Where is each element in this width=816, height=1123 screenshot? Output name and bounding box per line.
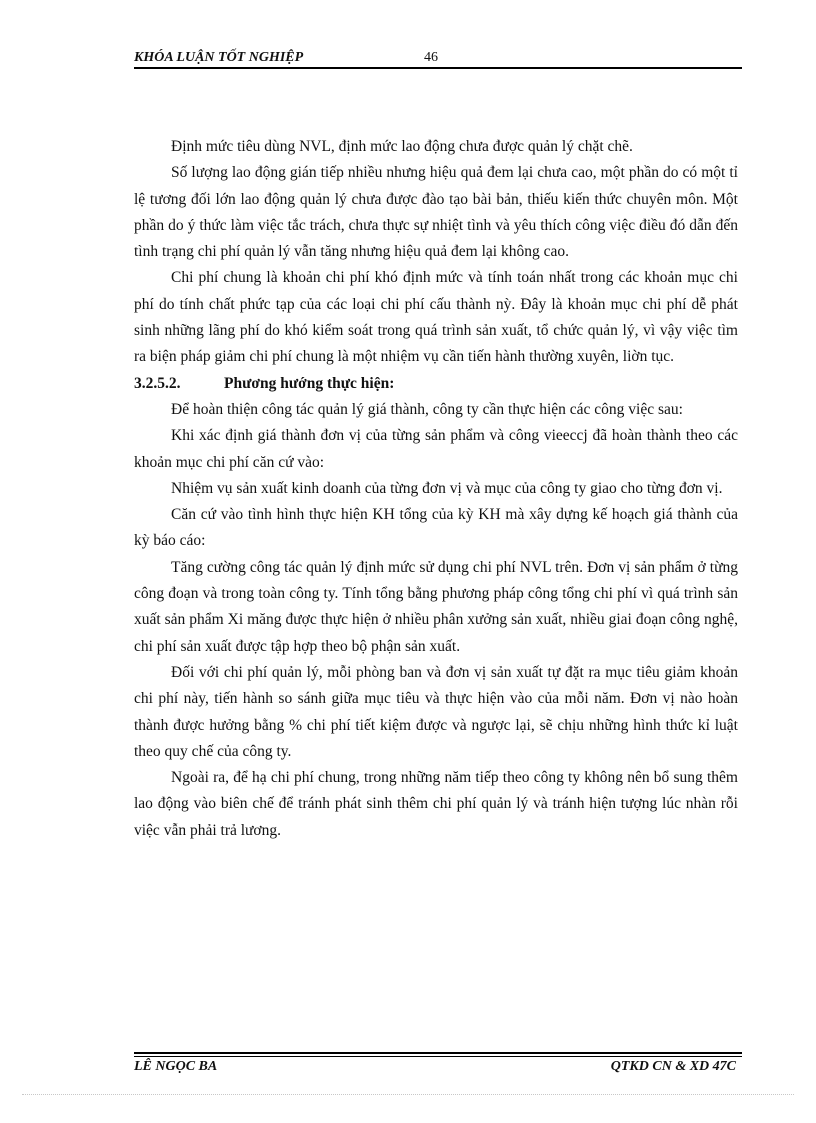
page-edge-divider [22,1094,794,1095]
paragraph: Số lượng lao động gián tiếp nhiều nhưng hiệu quả đem lại chưa cao, một phần do có một tỉ lệ tương đối lớn lao động quản lý chưa được đào tạo bài bản, thiếu kiến thức chuyên môn. Một phần do ý thức làm việc tắc trách, chưa thực sự nhiệt tình và yêu thích công việc điều đó dẫn đến tình trạng chi phí quản lý vẫn tăng nhưng hiệu quả đem lại không cao. [134,164,738,261]
paragraph: Định mức tiêu dùng NVL, định mức lao động chưa được quản lý chặt chẽ. [171,138,633,155]
page-header [134,46,742,70]
paragraph: Đối với chi phí quản lý, mỗi phòng ban và đơn vị sản xuất tự đặt ra mục tiêu giảm khoản chi phí này, tiến hành so sánh giữa mục tiêu và thực hiện vào của mỗi năm. Đơn vị nào hoàn thành được hưởng bằng % chi phí tiết kiệm được và ngược lại, sẽ chịu những hình thức kỉ luật theo quy chế của công ty. [134,663,738,760]
document-body [134,134,738,844]
paragraph: Tăng cường công tác quản lý định mức sử dụng chi phí NVL trên. Đơn vị sản phẩm ở từng công đoạn và trong toàn công ty. Tính tổng bằng phương pháp công tổng chi phí vì quá trình sản xuất sản phẩm Xi măng được thực hiện ở nhiều phân xưởng sản xuất, nhiều giai đoạn công nghệ, chi phí sản xuất được tập hợp theo bộ phận sản xuất. [134,558,738,655]
footer-rule-thick [134,1052,742,1054]
section-title: Phương hướng thực hiện: [224,374,395,392]
paragraph: Chi phí chung là khoản chi phí khó định mức và tính toán nhất trong các khoản mục chi phí do tính chất phức tạp của các loại chi phí cấu thành nỳ. Đây là khoản mục chi phí dễ phát sinh những lãng phí do khó kiểm soát trong quá trình sản xuất, tổ chức quản lý, vì vậy việc tìm ra biện pháp giảm chi phí chung là một nhiệm vụ cần tiến hành thường xuyên, liờn tục. [134,269,738,366]
paragraph: Nhiệm vụ sản xuất kinh doanh của từng đơn vị và mục của công ty giao cho từng đơn vị. [171,479,723,497]
section-heading [134,371,738,397]
header-title: KHÓA LUẬN TỐT NGHIỆP [134,50,304,65]
footer-author: LÊ NGỌC BA [134,1059,218,1074]
header-rule [134,67,742,69]
paragraph: Để hoàn thiện công tác quản lý giá thành, công ty cần thực hiện các công việc sau: [171,400,683,418]
paragraph: Căn cứ vào tình hình thực hiện KH tổng của kỳ KH mà xây dựng kế hoạch giá thành của kỳ báo cáo: [134,506,738,550]
footer-class-code: QTKD CN & XD 47C [610,1059,736,1074]
paragraph: Ngoài ra, để hạ chi phí chung, trong những năm tiếp theo công ty không nên bổ sung thêm lao động vào biên chế để tránh phát sinh thêm chi phí quản lý và tránh hiện tượng lúc nhàn rỗi việc vẫn phải trả lương. [134,769,738,839]
paragraph: Khi xác định giá thành đơn vị của từng sản phẩm và công vieeccj đã hoàn thành theo các khoản mục chi phí căn cứ vào: [134,427,738,471]
footer-rule-thin [134,1056,742,1057]
page-number: 46 [424,50,438,65]
section-number: 3.2.5.2. [134,374,181,392]
